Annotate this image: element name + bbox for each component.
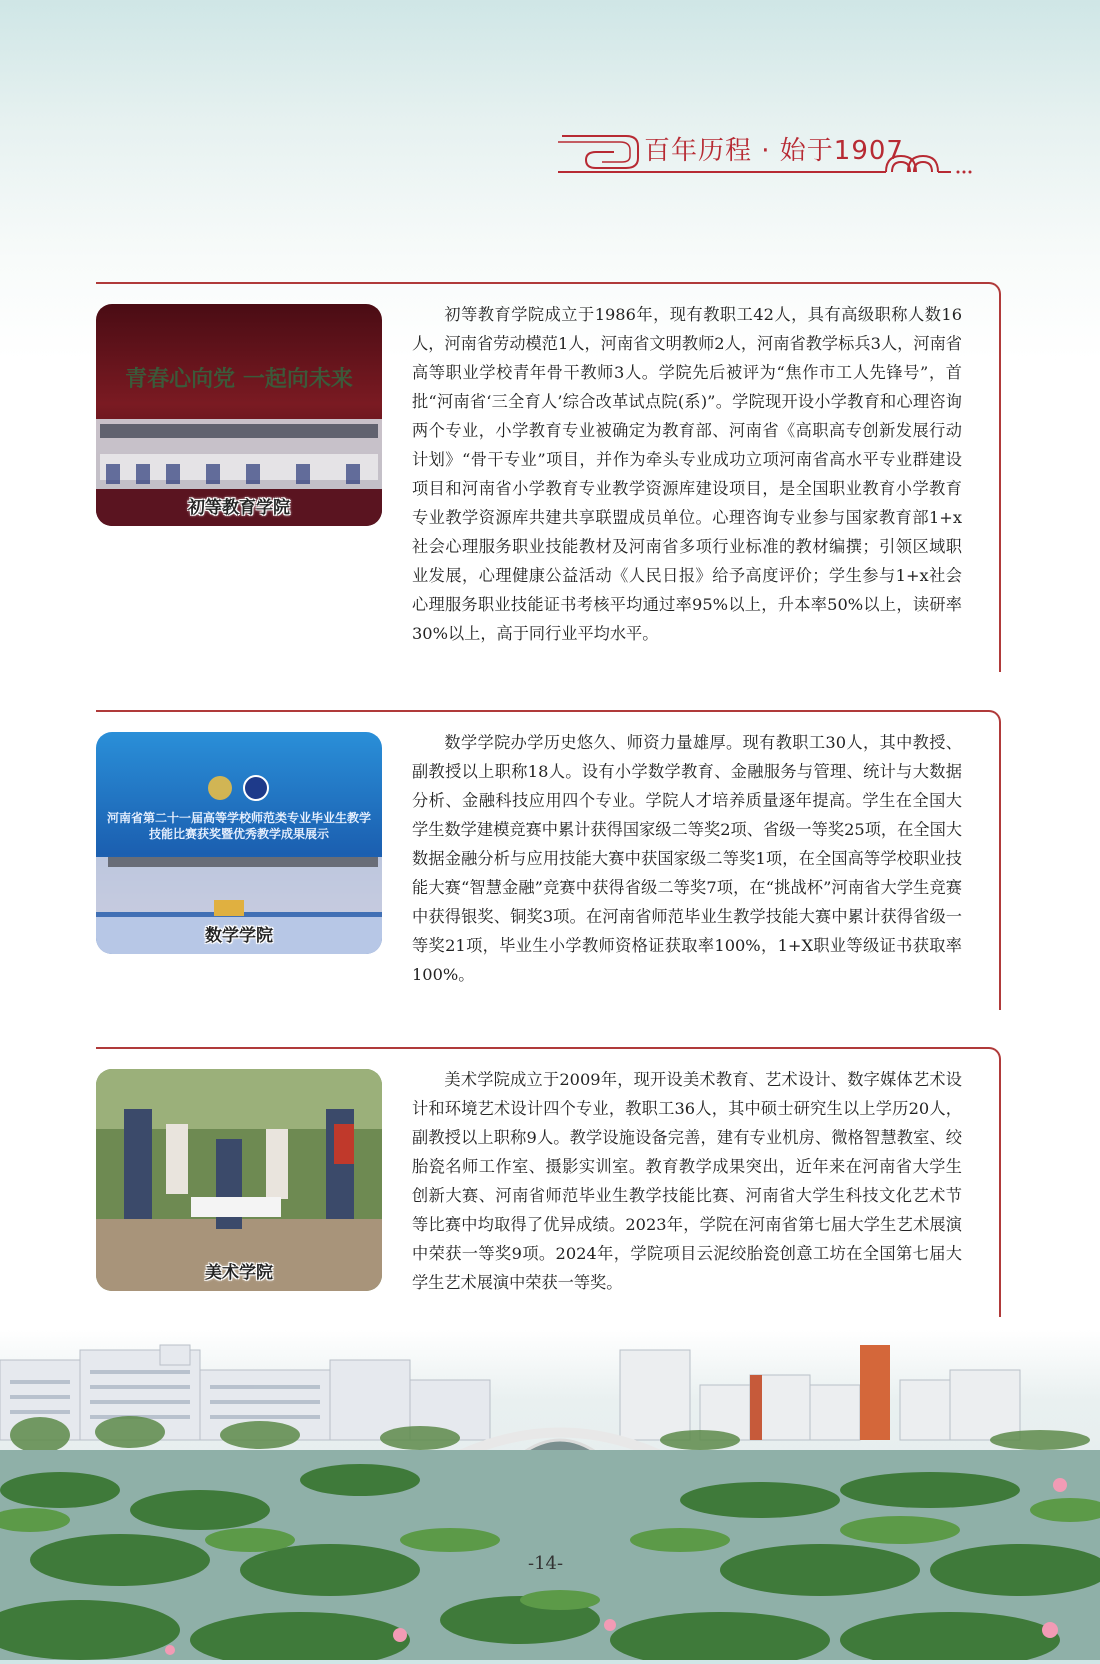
campus-lotus-pond-illustration [0,1340,1100,1660]
section-body-text: 数学学院办学历史悠久、师资力量雄厚。现有教职工30人，其中教授、副教授以上职称18人。设有小学数学教育、金融服务与管理、统计与大数据分析、金融科技应用四个专业。学院人才培养质量逐年提高。学生在全国大学生数学建模竞赛中累计获得国家级二等奖2项、省级一等奖25项，在全国大数据金融分析与应用技能大赛中获国家级二等奖1项，在全国高等学校职业技能大赛“智慧金融”竞赛中获得省级二等奖7项，在“挑战杯”河南省大学生竞赛中获得银奖、铜奖3项。在河南省师范毕业生教学技能大赛中累计获得省级一等奖21项，毕业生小学教师资格证获取率100%，1+X职业等级证书获取率100%。 [412,733,962,984]
photo-caption: 数学学院 [205,926,273,946]
photo-caption: 初等教育学院 [188,498,290,518]
section-mathematics [96,710,1001,1010]
photo-primary-education [96,304,382,526]
photo-mathematics [96,732,382,954]
section-body-text: 美术学院成立于2009年，现开设美术教育、艺术设计、数字媒体艺术设计和环境艺术设计四个专业，教职工36人，其中硕士研究生以上学历20人，副教授以上职称9人。教学设施设备完善，建有专业机房、微格智慧教室、绞胎瓷名师工作室、摄影实训室。教育教学成果突出，近年来在河南省大学生创新大赛、河南省师范毕业生教学技能比赛、河南省大学生科技文化艺术节等比赛中均取得了优异成绩。2023年，学院在河南省第七届大学生艺术展演中荣获一等奖9项。2024年，学院项目云泥绞胎瓷创意工坊在全国第七届大学生艺术展演中荣获一等奖。 [412,1070,962,1292]
page-title: 百年历程 · 始于1907 [644,136,904,166]
section-body-text: 初等教育学院成立于1986年，现有教职工42人，具有高级职称人数16人，河南省劳动模范1人，河南省文明教师2人，河南省教学标兵3人，河南省高等职业学校青年骨干教师3人。学院先后被评为“焦作市工人先锋号”，首批“河南省‘三全育人’综合改革试点院(系)”。学院现开设小学教育和心理咨询两个专业，小学教育专业被确定为教育部、河南省《高职高专创新发展行动计划》“骨干专业”项目，并作为牵头专业成功立项河南省高水平专业群建设项目和河南省小学教育专业教学资源库建设项目，是全国职业教育小学教育专业教学资源库共建共享联盟成员单位。心理咨询专业参与国家教育部1+x社会心理服务职业技能教材及河南省多项行业标准的教材编撰；引领区域职业发展，心理健康公益活动《人民日报》给予高度评价；学生参与1+x社会心理服务职业技能证书考核平均通过率95%以上，升本率50%以上，读研率30%以上，高于同行业平均水平。 [412,305,962,643]
page-number: -14- [528,1553,564,1574]
photo-caption: 美术学院 [205,1263,273,1283]
photo-banner-text: 河南省第二十一届高等学校师范类专业毕业生教学技能比赛获奖暨优秀教学成果展示 [106,811,371,841]
section-primary-education [96,282,1001,672]
photo-fine-arts [96,1069,382,1291]
header-ribbon [556,128,996,178]
section-fine-arts [96,1047,1001,1317]
photo-banner-text: 青春心向党 一起向未来 [125,366,353,392]
campus-scenery [0,1340,1100,1660]
